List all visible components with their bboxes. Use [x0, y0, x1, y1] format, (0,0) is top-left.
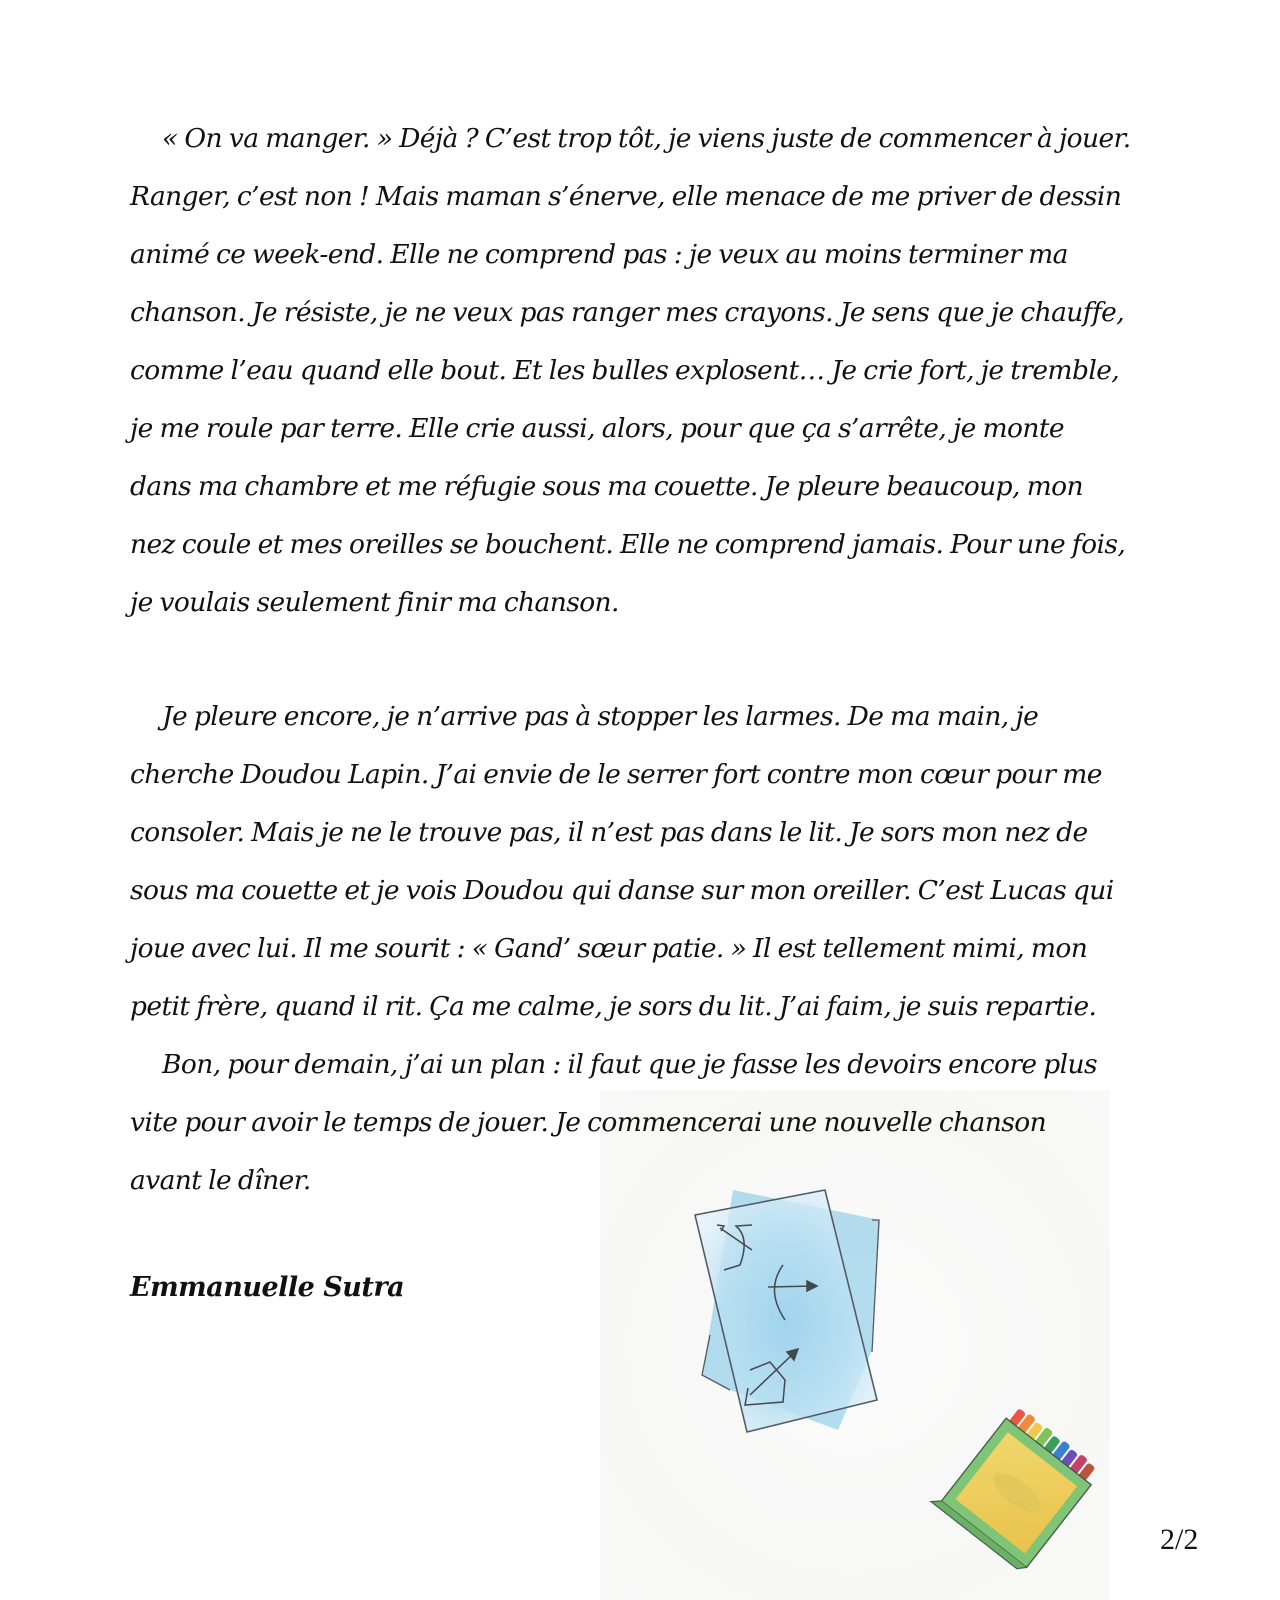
text-line: je voulais seulement finir ma chanson. — [130, 587, 619, 618]
text-line: Je pleure encore, je n’arrive pas à stopper les larmes. De ma main, je — [162, 701, 1039, 732]
text-line: chanson. Je résiste, je ne veux pas ranger mes crayons. Je sens que je chauffe, — [130, 297, 1125, 328]
illustration — [600, 1090, 1110, 1600]
crayon-box — [931, 1399, 1102, 1573]
text-line: joue avec lui. Il me sourit : « Gand’ sœur patie. » Il est tellement mimi, mon — [130, 933, 1088, 964]
paragraph-2 — [130, 688, 1140, 1036]
text-line: Bon, pour demain, j’ai un plan : il faut que je fasse les devoirs encore plus — [162, 1049, 1097, 1080]
text-line: dans ma chambre et me réfugie sous ma couette. Je pleure beaucoup, mon — [130, 471, 1083, 502]
text-line: animé ce week-end. Elle ne comprend pas : je veux au moins terminer ma — [130, 239, 1068, 270]
text-line: « On va manger. » Déjà ? C’est trop tôt, je viens juste de commencer à jouer. — [162, 123, 1131, 154]
paragraph-gap — [130, 632, 1140, 688]
author-signature: Emmanuelle Sutra — [130, 1272, 405, 1303]
text-line: nez coule et mes oreilles se bouchent. Elle ne comprend jamais. Pour une fois, — [130, 529, 1126, 560]
text-line: vite pour avoir le temps de jouer. Je commencerai une nouvelle chanson — [130, 1107, 1047, 1138]
text-line: consoler. Mais je ne le trouve pas, il n’est pas dans le lit. Je sors mon nez de — [130, 817, 1088, 848]
text-line: sous ma couette et je vois Doudou qui danse sur mon oreiller. C’est Lucas qui — [130, 875, 1114, 906]
text-line: avant le dîner. — [130, 1165, 311, 1196]
story-text — [130, 110, 1140, 1210]
text-line: cherche Doudou Lapin. J’ai envie de le serrer fort contre mon cœur pour me — [130, 759, 1102, 790]
paragraph-1 — [130, 110, 1140, 632]
text-line: je me roule par terre. Elle crie aussi, alors, pour que ça s’arrête, je monte — [130, 413, 1065, 444]
page-number: 2/2 — [1160, 1523, 1199, 1556]
text-line: Ranger, c’est non ! Mais maman s’énerve, elle menace de me priver de dessin — [130, 181, 1122, 212]
text-line: comme l’eau quand elle bout. Et les bulles explosent… Je crie fort, je tremble, — [130, 355, 1120, 386]
text-line: petit frère, quand il rit. Ça me calme, je sors du lit. J’ai faim, je suis repartie. — [130, 991, 1097, 1022]
